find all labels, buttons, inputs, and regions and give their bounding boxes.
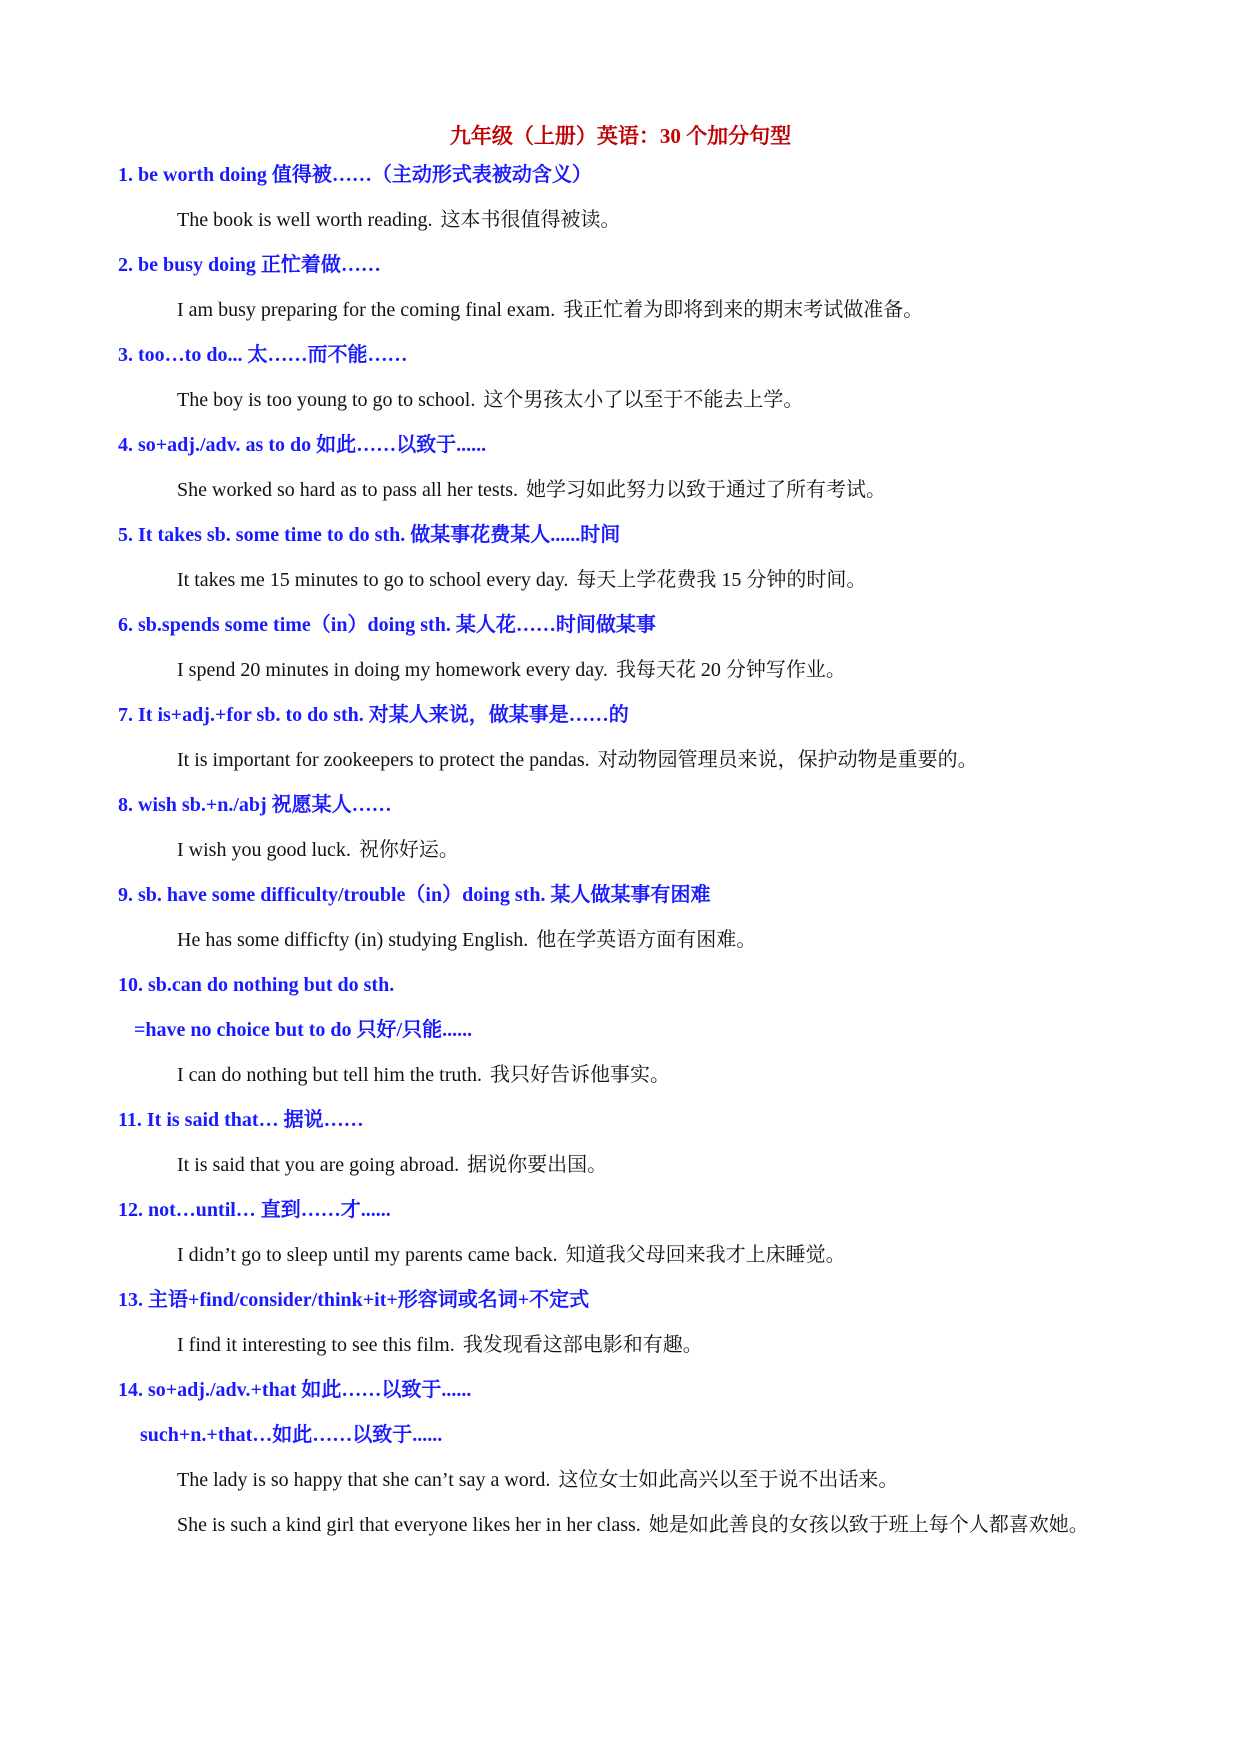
example-chinese: 对动物园管理员来说，保护动物是重要的。	[597, 749, 978, 771]
example-english: He has some difficfty (in) studying English.	[177, 929, 529, 951]
pattern-heading: 2. be busy doing 正忙着做……	[118, 254, 381, 276]
example-chinese: 祝你好运。	[358, 839, 459, 861]
example-english: She worked so hard as to pass all her tests.	[177, 479, 519, 501]
pattern-heading: 12. not…until… 直到……才......	[118, 1199, 391, 1221]
example-english: It is said that you are going abroad.	[177, 1154, 460, 1176]
pattern-item	[118, 702, 1138, 792]
example-sentence	[118, 657, 1138, 702]
example-english: The boy is too young to go to school.	[177, 389, 476, 411]
pattern-item	[118, 1287, 1138, 1377]
pattern-item	[118, 252, 1138, 342]
example-chinese: 我只好告诉他事实。	[489, 1064, 670, 1086]
document-title: 九年级（上册）英语：30 个加分句型	[449, 124, 792, 148]
pattern-item	[118, 1197, 1138, 1287]
example-english: I didn’t go to sleep until my parents came back.	[177, 1244, 558, 1266]
pattern-heading: 10. sb.can do nothing but do sth.	[118, 974, 395, 996]
example-chinese: 她学习如此努力以致于通过了所有考试。	[526, 479, 887, 501]
example-chinese: 这个男孩太小了以至于不能去上学。	[483, 389, 804, 411]
example-sentence	[118, 297, 1138, 342]
pattern-item	[118, 972, 1138, 1107]
pattern-item	[118, 612, 1138, 702]
example-chinese: 这位女士如此高兴以至于说不出话来。	[558, 1469, 899, 1491]
example-chinese: 她是如此善良的女孩以致于班上每个人都喜欢她。	[648, 1514, 1089, 1536]
pattern-item	[118, 432, 1138, 522]
example-sentence	[118, 747, 1138, 792]
example-sentence	[118, 837, 1138, 882]
pattern-heading-alt: such+n.+that…如此……以致于......	[140, 1424, 443, 1446]
example-sentence	[118, 1152, 1138, 1197]
example-sentence	[118, 1242, 1138, 1287]
example-sentence	[118, 1062, 1138, 1107]
example-chinese: 每天上学花费我 15 分钟的时间。	[576, 569, 867, 591]
pattern-item	[118, 342, 1138, 432]
example-chinese: 我发现看这部电影和有趣。	[462, 1334, 703, 1356]
pattern-heading: 8. wish sb.+n./abj 祝愿某人……	[118, 794, 392, 816]
pattern-item	[118, 792, 1138, 882]
pattern-item	[118, 1377, 1138, 1549]
example-english: I am busy preparing for the coming final exam.	[177, 299, 556, 321]
pattern-heading: 11. It is said that… 据说……	[118, 1109, 364, 1131]
example-sentence	[118, 207, 1138, 252]
example-sentence	[118, 477, 1138, 522]
example-english: The book is well worth reading.	[177, 209, 433, 231]
pattern-item	[118, 162, 1138, 252]
pattern-heading: 3. too…to do... 太……而不能……	[118, 344, 408, 366]
pattern-heading: 13. 主语+find/consider/think+it+形容词或名词+不定式	[118, 1289, 590, 1311]
pattern-item	[118, 522, 1138, 612]
example-sentence	[118, 1332, 1138, 1377]
example-english: It is important for zookeepers to protect the pandas.	[177, 749, 590, 771]
pattern-heading: 14. so+adj./adv.+that 如此……以致于......	[118, 1379, 472, 1401]
example-english: I wish you good luck.	[177, 839, 351, 861]
example-chinese: 我每天花 20 分钟写作业。	[615, 659, 846, 681]
example-chinese: 知道我父母回来我才上床睡觉。	[565, 1244, 846, 1266]
example-english: The lady is so happy that she can’t say a word.	[177, 1469, 551, 1491]
example-english: I can do nothing but tell him the truth.	[177, 1064, 482, 1086]
pattern-heading: 1. be worth doing 值得被……（主动形式表被动含义）	[118, 164, 592, 186]
example-chinese: 这本书很值得被读。	[440, 209, 621, 231]
example-sentence	[118, 387, 1138, 432]
example-english: She is such a kind girl that everyone likes her in her class.	[177, 1514, 641, 1536]
example-english: I spend 20 minutes in doing my homework every day.	[177, 659, 608, 681]
example-sentence	[118, 567, 1138, 612]
pattern-item	[118, 882, 1138, 972]
pattern-heading: 4. so+adj./adv. as to do 如此……以致于......	[118, 434, 487, 456]
example-chinese: 我正忙着为即将到来的期末考试做准备。	[563, 299, 924, 321]
example-english: It takes me 15 minutes to go to school every day.	[177, 569, 569, 591]
example-sentence	[118, 1501, 1138, 1549]
example-sentence	[118, 927, 1138, 972]
example-english: I find it interesting to see this film.	[177, 1334, 455, 1356]
pattern-heading-alt: =have no choice but to do 只好/只能......	[134, 1019, 473, 1041]
example-chinese: 据说你要出国。	[467, 1154, 608, 1176]
pattern-item	[118, 1107, 1138, 1197]
pattern-heading: 6. sb.spends some time（in）doing sth. 某人花……时间做某事	[118, 614, 656, 636]
pattern-heading: 7. It is+adj.+for sb. to do sth. 对某人来说，做某事是……的	[118, 704, 629, 726]
sentence-pattern-list	[118, 162, 1138, 1549]
pattern-heading: 9. sb. have some difficulty/trouble（in）doing sth. 某人做某事有困难	[118, 884, 711, 906]
pattern-heading: 5. It takes sb. some time to do sth. 做某事花费某人......时间	[118, 524, 621, 546]
example-chinese: 他在学英语方面有困难。	[536, 929, 757, 951]
